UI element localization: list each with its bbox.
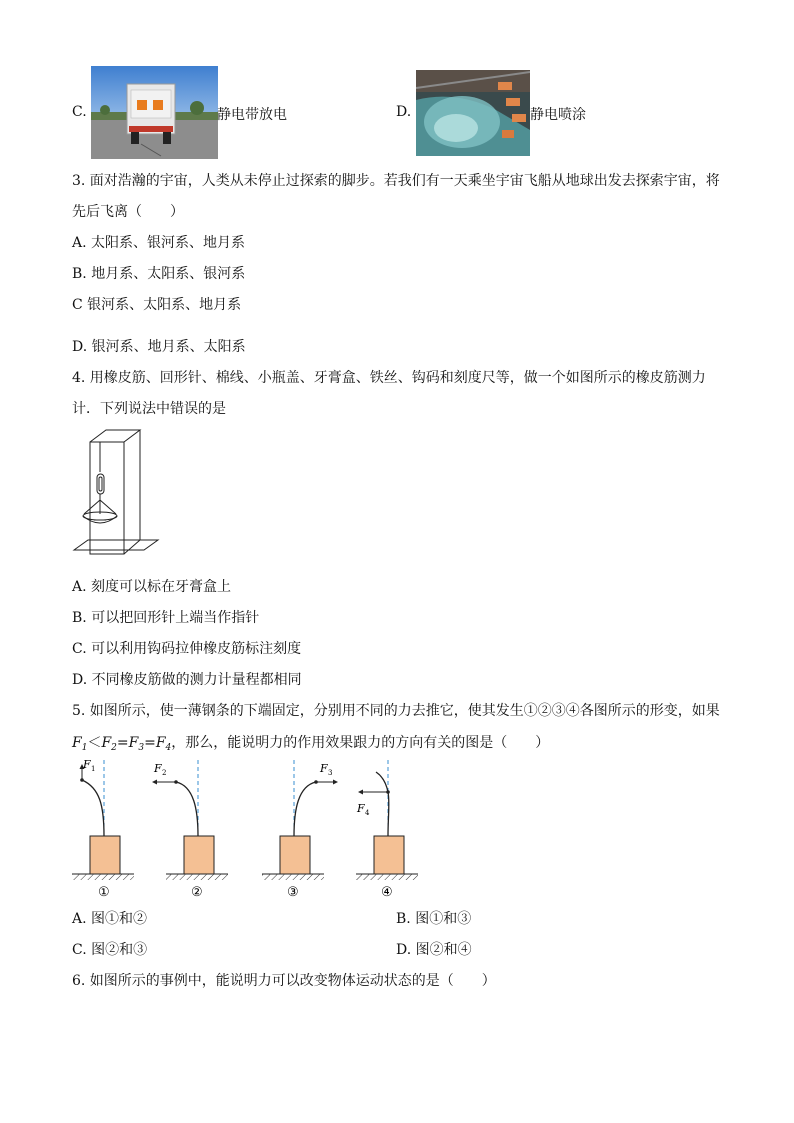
truck-photo	[91, 66, 218, 159]
q4-stem-line1: 4. 用橡皮筋、回形针、棉线、小瓶盖、牙膏盒、铁丝、钩码和刻度尺等，做一个如图所示的橡皮筋测力	[72, 370, 706, 386]
force-sub-1: 1	[91, 765, 96, 773]
q5-option-a: A. 图①和②	[72, 911, 148, 927]
q3-option-b: B. 地月系、太阳系、银河系	[72, 266, 246, 282]
q4-stem-line2: 计．下列说法中错误的是	[72, 401, 226, 417]
steel-strip-figures	[70, 756, 430, 910]
figure-label-3: ③	[287, 885, 299, 900]
q5-option-b: B. 图①和③	[396, 911, 472, 927]
force-sub-3: 3	[328, 769, 333, 777]
q5-stem-line1: 5. 如图所示，使一薄钢条的下端固定，分别用不同的力去推它，使其发生①②③④各图所示的形变，如果	[72, 703, 720, 719]
figure-4	[356, 760, 418, 880]
q3-stem-line2: 先后飞离（ ）	[72, 204, 184, 220]
q4-option-a: A. 刻度可以标在牙膏盒上	[72, 579, 232, 595]
q5-option-c: C. 图②和③	[72, 942, 148, 958]
spray-painting-photo	[416, 70, 530, 156]
q5-stem-line2: $F_1<F_2=F_3=F_4$，那么，能说明力的作用效果跟力的方向有关的图是（ ）	[72, 735, 550, 753]
q4-option-d: D. 不同橡皮筋做的测力计量程都相同	[72, 672, 302, 688]
figure-2	[152, 760, 228, 880]
force-label-4: F	[357, 802, 365, 815]
q4-option-b: B. 可以把回形针上端当作指针	[72, 610, 260, 626]
figure-3	[262, 760, 338, 880]
force-sub-4: 4	[365, 809, 370, 817]
force-label-2: F	[154, 762, 162, 775]
q3-option-d: D. 银河系、地月系、太阳系	[72, 339, 246, 355]
option-d-letter: D.	[396, 104, 412, 120]
figure-label-2: ②	[191, 885, 203, 900]
q3-option-c: C 银河系、太阳系、地月系	[72, 297, 242, 313]
figure-1	[72, 760, 134, 880]
force-f1: F	[72, 735, 82, 751]
option-c-letter: C.	[72, 104, 87, 120]
force-label-1: F	[83, 758, 91, 771]
option-d-caption: 静电喷涂	[530, 107, 586, 123]
q6-stem: 6. 如图所示的事例中，能说明力可以改变物体运动状态的是（ ）	[72, 973, 496, 989]
spring-scale-figure	[72, 428, 164, 568]
force-sub-2: 2	[162, 769, 167, 777]
q3-option-a: A. 太阳系、银河系、地月系	[72, 235, 246, 251]
q4-option-c: C. 可以利用钩码拉伸橡皮筋标注刻度	[72, 641, 302, 657]
q5-option-d: D. 图②和④	[396, 942, 472, 958]
figure-label-4: ④	[381, 885, 393, 900]
force-label-3: F	[320, 762, 328, 775]
option-c-caption: 静电带放电	[217, 107, 287, 123]
figure-label-1: ①	[98, 885, 110, 900]
q3-stem-line1: 3. 面对浩瀚的宇宙，人类从未停止过探索的脚步。若我们有一天乘坐宇宙飞船从地球出发去探索宇宙，将	[72, 173, 720, 189]
